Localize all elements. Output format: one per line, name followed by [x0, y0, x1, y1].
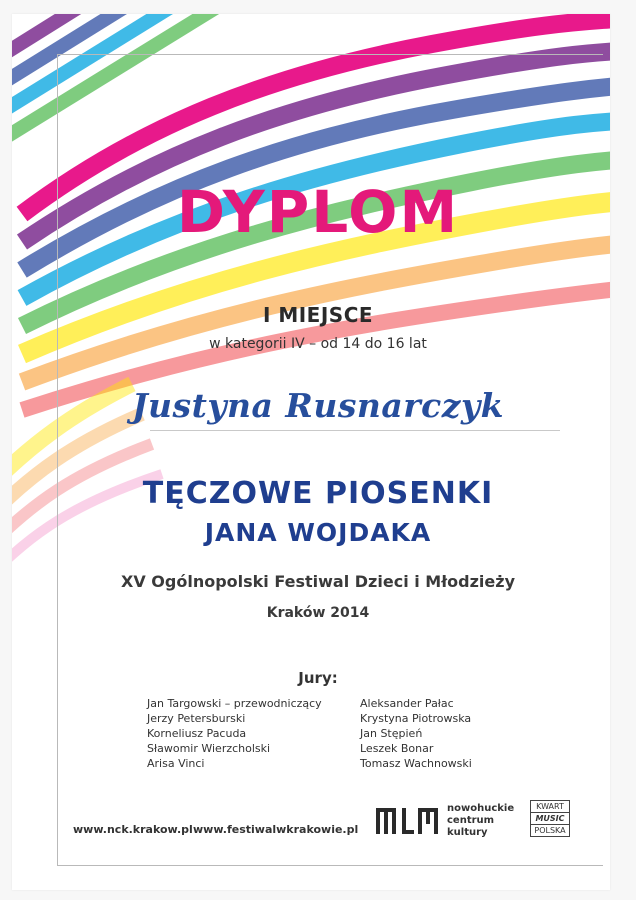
nck-name-line: nowohuckie — [447, 803, 515, 814]
website-link-festival[interactable]: www.festiwalwkrakowie.pl — [193, 823, 359, 836]
festival-name-line1: TĘCZOWE PIOSENKI — [142, 476, 494, 511]
website-link-nck[interactable]: www.nck.krakow.pl — [73, 823, 193, 836]
kwart-logo-line: MUSIC — [531, 813, 569, 825]
diploma-title: DYPLOM — [176, 178, 460, 246]
kwart-music-logo-icon — [530, 800, 570, 837]
jury-member: Arisa Vinci — [147, 757, 205, 770]
jury-member: Sławomir Wierzcholski — [147, 742, 271, 755]
jury-member: Jan Stępień — [360, 727, 423, 740]
jury-list-left — [147, 696, 322, 771]
nck-logo-icon — [376, 806, 438, 836]
recipient-name: Justyna Rusnarczyk — [131, 386, 505, 425]
kwart-logo-line: KWART — [531, 801, 569, 813]
nck-name-line: kultury — [447, 827, 488, 838]
award-place: I MIEJSCE — [262, 303, 374, 327]
jury-member: Korneliusz Pacuda — [147, 727, 247, 740]
kwart-logo-line: POLSKA — [534, 826, 566, 835]
festival-name-line2: JANA WOJDAKA — [204, 518, 432, 547]
jury-member: Aleksander Pałac — [360, 697, 454, 710]
jury-member: Jerzy Petersburski — [147, 712, 246, 725]
nck-name-line: centrum — [447, 815, 495, 826]
jury-list-right — [360, 696, 472, 771]
jury-member: Tomasz Wachnowski — [360, 757, 472, 770]
jury-member: Jan Targowski – przewodniczący — [147, 697, 322, 710]
jury-member: Leszek Bonar — [360, 742, 434, 755]
jury-member: Krystyna Piotrowska — [360, 712, 472, 725]
festival-subtitle: XV Ogólnopolski Festiwal Dzieci i Młodzieży — [121, 572, 515, 591]
nck-name — [447, 803, 514, 839]
recipient-underline — [150, 430, 560, 431]
award-category: w kategorii IV – od 14 do 16 lat — [209, 336, 427, 352]
jury-label: Jury: — [298, 669, 338, 687]
inner-frame — [57, 54, 603, 866]
city-year: Kraków 2014 — [266, 605, 370, 621]
